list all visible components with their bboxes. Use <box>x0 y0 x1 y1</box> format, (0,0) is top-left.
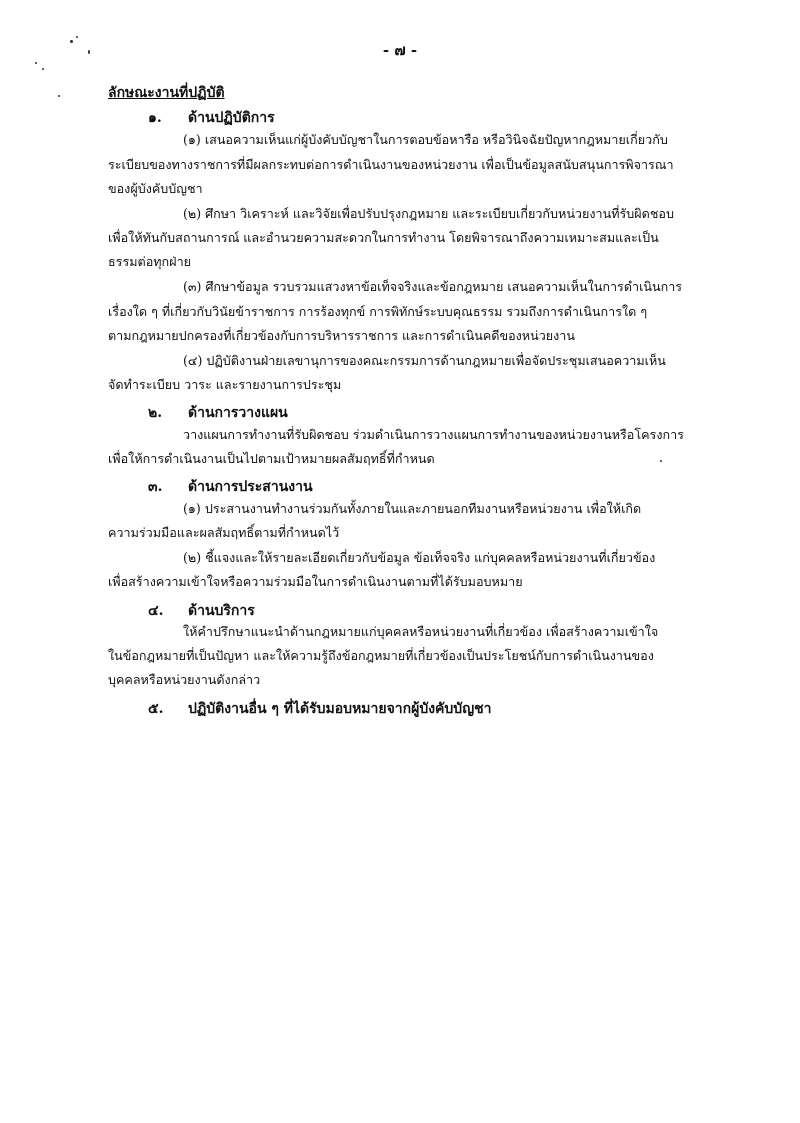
paragraph-line: เรื่องใด ๆ ที่เกี่ยวกับวินัยข้าราชการ การร้องทุกข์ การพิทักษ์ระบบคุณธรรม รวมถึงการดำเนินการใด ๆ <box>108 304 648 319</box>
paragraph-line: บุคคลหรือหน่วยงานดังกล่าว <box>108 672 261 687</box>
section-number: ๓. <box>148 479 163 495</box>
scan-speck <box>35 62 37 64</box>
section-number: ๔. <box>148 603 164 619</box>
paragraph-line: (๑) ประสานงานทำงานร่วมกันทั้งภายในและภายนอกทีมงานหรือหน่วยงาน เพื่อให้เกิด <box>183 501 642 516</box>
section-number: ๑. <box>148 110 162 126</box>
section-label: ด้านการวางแผน <box>188 405 288 421</box>
paragraph-line: เพื่อสร้างความเข้าใจหรือความร่วมมือในการดำเนินงานตามที่ได้รับมอบหมาย <box>108 574 523 589</box>
paragraph-line: ความร่วมมือและผลสัมฤทธิ์ตามที่กำหนดไว้ <box>108 525 340 540</box>
scan-speck <box>76 36 78 38</box>
paragraph-line: (๑) เสนอความเห็นแก่ผู้บังคับบัญชาในการตอบข้อหารือ หรือวินิจฉัยปัญหากฎหมายเกี่ยวกับ <box>183 132 668 147</box>
section-label: ด้านบริการ <box>188 603 255 619</box>
section-number: ๒. <box>148 405 163 421</box>
paragraph-line: ในข้อกฎหมายที่เป็นปัญหา และให้ความรู้ถึงข้อกฎหมายที่เกี่ยวข้องเป็นประโยชน์กับการดำเนินงานของ <box>108 648 654 663</box>
paragraph-line: ให้คำปรึกษาแนะนำด้านกฎหมายแก่บุคคลหรือหน่วยงานที่เกี่ยวข้อง เพื่อสร้างความเข้าใจ <box>183 624 659 639</box>
paragraph-line: (๒) ศึกษา วิเคราะห์ และวิจัยเพื่อปรับปรุงกฎหมาย และระเบียบเกี่ยวกับหน่วยงานที่รับผิดชอบ <box>183 206 674 221</box>
section-label: ด้านปฏิบัติการ <box>188 110 275 126</box>
scan-speck <box>660 460 662 462</box>
section-title <box>148 402 288 424</box>
paragraph-line: (๒) ชี้แจงและให้รายละเอียดเกี่ยวกับข้อมูล ข้อเท็จจริง แก่บุคคลหรือหน่วยงานที่เกี่ยวข้อง <box>183 550 656 565</box>
section-label: ปฏิบัติงานอื่น ๆ ที่ได้รับมอบหมายจากผู้บังคับบัญชา <box>188 701 492 717</box>
section-title <box>148 476 313 498</box>
paragraph-line: ของผู้บังคับบัญชา <box>108 181 203 196</box>
scan-speck <box>70 40 73 43</box>
section-title <box>148 107 275 129</box>
paragraph-line: (๔) ปฏิบัติงานฝ่ายเลขานุการของคณะกรรมการด้านกฎหมายเพื่อจัดประชุมเสนอความเห็น <box>183 353 666 368</box>
paragraph-line: ระเบียบของทางราชการที่มีผลกระทบต่อการดำเนินงานของหน่วยงาน เพื่อเป็นข้อมูลสนับสนุนการพิจารณา <box>108 157 674 172</box>
scan-speck <box>58 95 60 97</box>
paragraph-line: เพื่อให้ทันกับสถานการณ์ และอำนวยความสะดวกในการทำงาน โดยพิจารณาถึงความเหมาะสมและเป็น <box>108 230 659 245</box>
paragraph-line: เพื่อให้การดำเนินงานเป็นไปตามเป้าหมายผลสัมฤทธิ์ที่กำหนด <box>108 451 435 466</box>
section-title <box>148 698 492 720</box>
paragraph-line: วางแผนการทำงานที่รับผิดชอบ ร่วมดำเนินการวางแผนการทำงานของหน่วยงานหรือโครงการ <box>183 427 684 442</box>
paragraph-line: ตามกฎหมายปกครองที่เกี่ยวข้องกับการบริหารราชการ และการดำเนินคดีของหน่วยงาน <box>108 328 575 343</box>
section-label: ด้านการประสานงาน <box>188 479 313 495</box>
document-heading: ลักษณะงานที่ปฏิบัติ <box>108 85 225 101</box>
section-title <box>148 600 255 622</box>
section-number: ๕. <box>148 701 164 717</box>
scan-speck <box>42 68 44 70</box>
paragraph-line: จัดทำระเบียบ วาระ และรายงานการประชุม <box>108 377 342 392</box>
page-number: - ๗ - <box>382 41 418 59</box>
scan-speck <box>88 50 90 54</box>
paragraph-line: (๓) ศึกษาข้อมูล รวบรวมแสวงหาข้อเท็จจริงและข้อกฎหมาย เสนอความเห็นในการดำเนินการ <box>183 279 683 294</box>
paragraph-line: ธรรมต่อทุกฝ่าย <box>108 254 192 269</box>
